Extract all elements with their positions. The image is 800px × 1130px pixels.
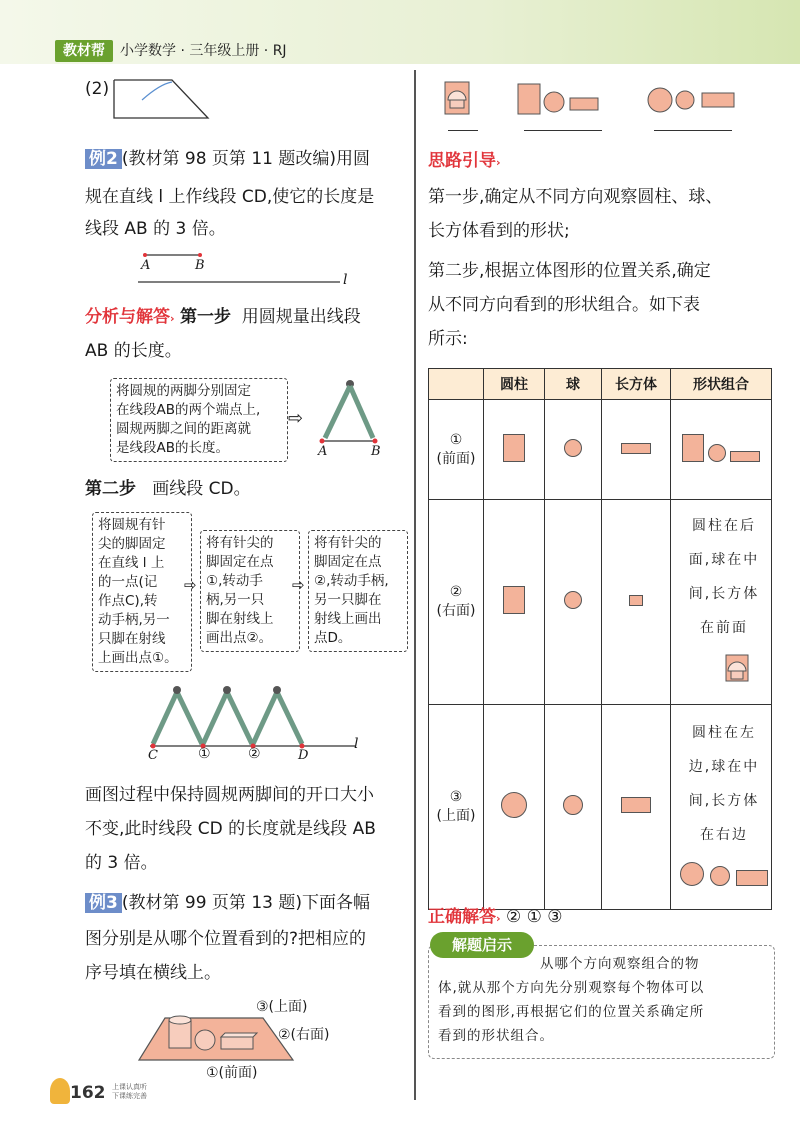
sphere-front-icon <box>564 439 582 457</box>
example-3-line2: 图分别是从哪个位置看到的?把相应的 <box>85 929 367 949</box>
tip-line1: 从哪个方向观察组合的物 <box>540 956 700 972</box>
cuboid-right-icon <box>629 595 643 606</box>
header-subtitle: 小学数学 · 三年级上册 · RJ <box>120 43 287 59</box>
tip-line4: 看到的形状组合。 <box>438 1028 554 1044</box>
views-table <box>428 368 772 910</box>
cylinder-top-icon <box>501 792 527 818</box>
combined-right-view-icon <box>723 653 753 683</box>
combined-top-view-icon <box>677 862 771 899</box>
table-header-row: 圆柱 球 长方体 形状组合 <box>429 369 772 400</box>
example-2-badge: 例2 <box>85 149 122 169</box>
blank-line-1[interactable] <box>448 130 478 131</box>
solids-on-board-figure <box>135 1010 300 1066</box>
analysis-line1: 分析与解答› 第一步 用圆规量出线段 <box>85 307 361 327</box>
example-3-line1: 例3 (教材第 99 页第 13 题)下面各幅 <box>85 886 370 920</box>
point-1: ① <box>198 746 211 762</box>
view-label-front: ①(前面) <box>206 1065 258 1081</box>
point-2: ② <box>248 746 261 762</box>
hint-line4: 从不同方向看到的形状组合。如下表 <box>428 295 700 315</box>
analysis-title: 分析与解答 <box>85 307 170 327</box>
table-row: ③ (上面) 圆柱在左 边,球在中 间,长方体 在右边 <box>429 705 772 910</box>
mascot-icon <box>50 1078 70 1104</box>
label-l: l <box>343 272 348 288</box>
conclusion-line3: 的 3 倍。 <box>85 853 158 873</box>
cuboid-front-icon <box>621 443 651 454</box>
analysis-line2: AB 的长度。 <box>85 341 182 361</box>
sphere-right-icon <box>564 591 582 609</box>
step2-line: 第二步 画线段 CD。 <box>85 479 251 499</box>
point-D: D <box>298 748 309 763</box>
view-label-top: ③(上面) <box>256 999 308 1015</box>
line-l-label: l <box>354 736 359 752</box>
example-2-line2: 规在直线 l 上作线段 CD,使它的长度是 <box>85 187 375 207</box>
answer-title: 正确解答 <box>428 907 496 927</box>
footer-tag: 上课认真听 下课练完善 <box>112 1083 147 1100</box>
step2-box-a: 将圆规有针 尖的脚固定 在直线 l 上 的一点(记 作点C),转 动手柄,另一 只脚在射线 上画出点①。 <box>92 512 192 672</box>
hint-line1: 第一步,确定从不同方向观察圆柱、球、 <box>428 187 723 207</box>
cuboid-top-icon <box>621 797 651 813</box>
hint-heading: 思路引导› <box>428 151 501 171</box>
tip-line2: 体,就从那个方向先分别观察每个物体可以 <box>438 980 705 996</box>
blank-line-3[interactable] <box>654 130 732 131</box>
answer-values: ② ① ③ <box>505 907 563 927</box>
example-3-line3: 序号填在横线上。 <box>85 963 221 983</box>
example-2-line3: 线段 AB 的 3 倍。 <box>85 219 226 239</box>
segment-ab-figure <box>130 245 360 290</box>
arrow-icon-2: ⇨ <box>184 576 197 594</box>
hint-line3: 第二步,根据立体图形的位置关系,确定 <box>428 261 711 281</box>
example-3-badge: 例3 <box>85 893 122 913</box>
sphere-top-icon <box>563 795 583 815</box>
blank-line-2[interactable] <box>524 130 602 131</box>
tip-title: 解题启示 <box>430 932 534 958</box>
table-row: ① (前面) <box>429 400 772 500</box>
compass-label-B: B <box>371 444 381 459</box>
hint-line2: 长方体看到的形状; <box>428 221 570 241</box>
step2-box-c: 将有针尖的 脚固定在点 ②,转动手柄, 另一只脚在 射线上画出 点D。 <box>308 530 408 652</box>
label-B: B <box>195 258 205 273</box>
view-label-right: ②(右面) <box>278 1027 330 1043</box>
tip-line3: 看到的图形,再根据它们的位置关系确定所 <box>438 1004 705 1020</box>
compass-icon <box>315 376 385 446</box>
point-C: C <box>148 748 158 763</box>
answer-line: 正确解答› ② ① ③ <box>428 907 563 927</box>
step1-explain-box: 将圆规的两脚分别固定 在线段AB的两个端点上, 圆规两脚之间的距离就 是线段AB的长度。 <box>110 378 288 462</box>
page-number: 162 <box>70 1083 106 1103</box>
column-divider <box>414 70 416 1100</box>
arrow-icon-3: ⇨ <box>292 576 305 594</box>
step2-box-b: 将有针尖的 脚固定在点 ①,转动手 柄,另一只 脚在射线上 画出点②。 <box>200 530 300 652</box>
cylinder-front-icon <box>503 434 525 462</box>
question-2-label: (2) <box>85 79 110 99</box>
cylinder-right-icon <box>503 586 525 614</box>
answer-options-figure <box>440 78 740 128</box>
compass-label-A: A <box>318 444 328 459</box>
book-logo: 教材帮 <box>55 40 113 62</box>
conclusion-line1: 画图过程中保持圆规两脚间的开口大小 <box>85 785 374 805</box>
conclusion-line2: 不变,此时线段 CD 的长度就是线段 AB <box>85 819 376 839</box>
example-2-line1: 例2 (教材第 98 页第 11 题改编)用圆 <box>85 142 370 176</box>
trapezoid-figure <box>112 78 212 122</box>
arrow-icon: ⇨ <box>288 408 304 429</box>
hint-line5: 所示: <box>428 329 468 349</box>
label-A: A <box>141 258 151 273</box>
table-row: ② (右面) 圆柱在后 面,球在中 间,长方体 在前面 <box>429 500 772 705</box>
